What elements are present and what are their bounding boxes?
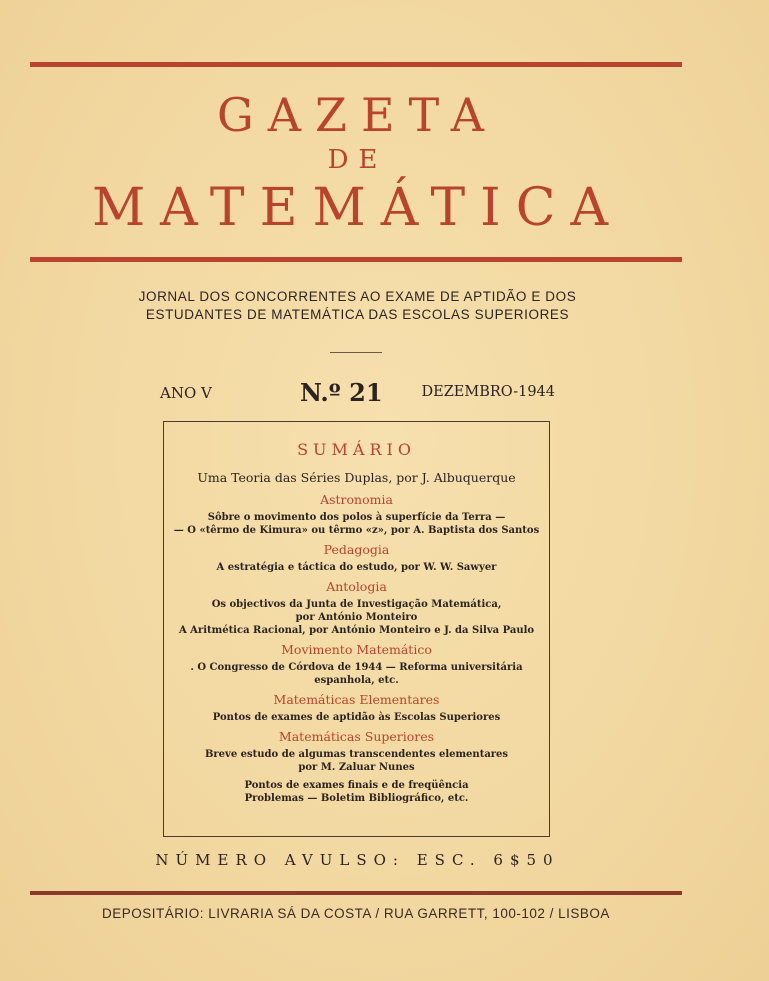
top-rule	[30, 62, 682, 67]
issue-year: ANO V	[160, 384, 212, 402]
subtitle-line-1: JORNAL DOS CONCORRENTES AO EXAME DE APTIDÃO E DOS	[138, 289, 577, 304]
section-line: . O Congresso de Córdova de 1944 — Reforma universitária	[190, 662, 523, 673]
section-line: Breve estudo de algumas transcendentes elementares	[204, 749, 509, 760]
section-line: Os objectivos da Junta de Investigação Matemática,	[211, 599, 502, 610]
section-title-pedagogia: Pedagogia	[323, 542, 390, 557]
section-line: A estratégia e táctica do estudo, por W. W. Sawyer	[216, 562, 497, 573]
section-line: espanhola, etc.	[314, 675, 399, 686]
issue-number: N.º 21	[300, 378, 383, 407]
section-title-superiores: Matemáticas Superiores	[278, 729, 435, 744]
price-line: NÚMERO AVULSO: ESC. 6$50	[155, 851, 560, 869]
masthead-bottom-rule	[30, 257, 682, 262]
section-line: por António Monteiro	[295, 612, 418, 623]
section-title-antologia: Antologia	[326, 579, 387, 594]
section-line: Pontos de exames de aptidão às Escolas Superiores	[212, 712, 501, 723]
summary-heading: SUMÁRIO	[297, 440, 416, 459]
masthead-matematica: MATEMÁTICA	[91, 178, 624, 238]
section-title-elementares: Matemáticas Elementares	[273, 692, 440, 707]
section-line: A Aritmética Racional, por António Monteiro e J. da Silva Paulo	[178, 625, 535, 636]
subtitle-line-2: ESTUDANTES DE MATEMÁTICA DAS ESCOLAS SUPERIORES	[145, 307, 570, 322]
section-line: Pontos de exames finais e de freqüência	[244, 780, 469, 791]
section-line: Sôbre o movimento dos polos à superfície da Terra —	[207, 512, 506, 523]
masthead-de: DE	[327, 145, 388, 175]
section-line: — O «têrmo de Kimura» ou têrmo «z», por A. Baptista dos Santos	[173, 525, 540, 536]
footer-rule	[30, 891, 682, 895]
section-title-astronomia: Astronomia	[320, 492, 393, 507]
issue-date: DEZEMBRO-1944	[421, 384, 555, 400]
issue-info	[160, 378, 555, 410]
summary-entries	[163, 469, 550, 805]
section-title-movimento: Movimento Matemático	[281, 642, 432, 657]
depositary-footer: DEPOSITÁRIO: LIVRARIA SÁ DA COSTA / RUA GARRETT, 100-102 / LISBOA	[102, 906, 610, 921]
journal-subtitle	[0, 288, 715, 324]
section-line: Problemas — Boletim Bibliográfico, etc.	[244, 793, 469, 804]
summary-lead-article: Uma Teoria das Séries Duplas, por J. Albuquerque	[197, 470, 516, 485]
divider	[330, 352, 382, 353]
masthead-gazeta: GAZETA	[217, 88, 498, 142]
section-line: por M. Zaluar Nunes	[298, 762, 415, 773]
